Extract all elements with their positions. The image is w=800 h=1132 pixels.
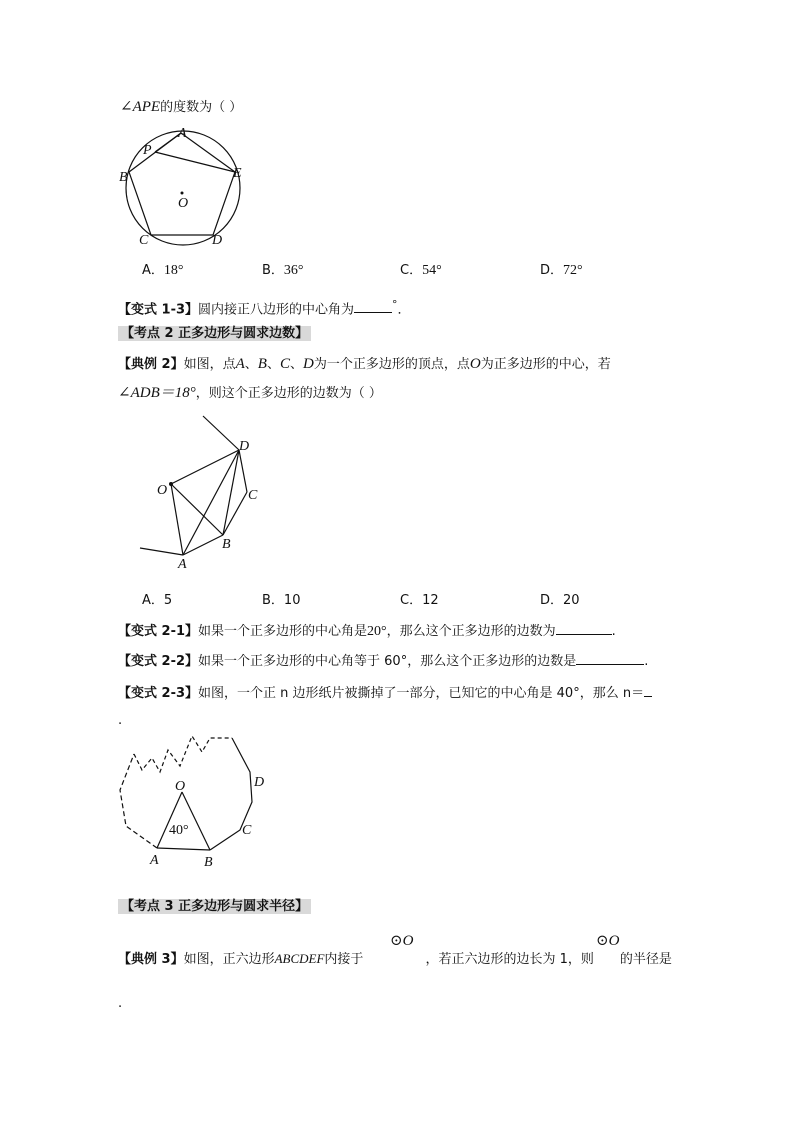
ex2-center-dot bbox=[169, 482, 173, 486]
answer-blank[interactable] bbox=[354, 300, 392, 313]
answer-blank[interactable] bbox=[644, 684, 652, 697]
ex2-option-b[interactable]: B．10 bbox=[262, 593, 301, 608]
q1-label-c: C bbox=[139, 233, 149, 248]
ex23-line-ob bbox=[182, 792, 210, 850]
ex2-label-o: O bbox=[157, 483, 168, 498]
ex2-option-a[interactable]: A．5 bbox=[142, 593, 173, 608]
example-2-figure bbox=[135, 410, 275, 570]
section-header-2: 【考点 2 正多边形与圆求边数】 bbox=[118, 325, 311, 343]
section-header-3: 【考点 3 正多边形与圆求半径】 bbox=[118, 898, 311, 916]
ex2-line-od bbox=[171, 450, 239, 484]
example-3: 【典例 3】如图，正六边形ABCDEF内接于 ，若正六边形的边长为 1，则 的半径是 bbox=[118, 951, 672, 967]
ex2-label-c: C bbox=[248, 488, 258, 503]
ex2-label-b: B bbox=[222, 537, 231, 552]
ex2-label-a: A bbox=[178, 557, 187, 570]
q1-figure bbox=[115, 125, 255, 250]
ex23-torn-left bbox=[120, 754, 157, 848]
ex2-line-ad bbox=[183, 450, 239, 555]
ex23-label-o: O bbox=[175, 779, 186, 794]
answer-blank[interactable] bbox=[576, 652, 644, 665]
ex23-line-oa bbox=[157, 792, 182, 848]
q1-center-dot bbox=[181, 192, 184, 195]
q1-line-pe bbox=[155, 152, 235, 172]
ex23-label-a: A bbox=[150, 853, 159, 868]
variant-2-3: 【变式 2-3】如图，一个正 n 边形纸片被撕掉了一部分，已知它的中心角是 40°，那么 n＝ bbox=[118, 684, 652, 703]
q1-label-d: D bbox=[212, 233, 223, 248]
q1-option-d[interactable]: D．72° bbox=[540, 263, 583, 278]
ex23-label-c: C bbox=[242, 823, 252, 838]
ex23-torn-top bbox=[134, 736, 232, 772]
variant-2-3-end: . bbox=[118, 713, 123, 728]
ex2-option-c[interactable]: C．12 bbox=[400, 593, 439, 608]
q1-angle: ∠APE bbox=[120, 99, 161, 115]
ex3-circle-o-1: ⊙O bbox=[390, 933, 414, 949]
q1-option-c[interactable]: C．54° bbox=[400, 263, 442, 278]
ex3-circle-o-2: ⊙O bbox=[596, 933, 620, 949]
variant-2-3-figure bbox=[112, 730, 282, 880]
q1-option-b[interactable]: B．36° bbox=[262, 263, 304, 278]
q1-stem-text: 的度数为（ ） bbox=[160, 100, 243, 115]
ex23-label-b: B bbox=[204, 855, 213, 870]
variant-2-2: 【变式 2-2】如果一个正多边形的中心角等于 60°，那么这个正多边形的边数是 . bbox=[118, 654, 649, 669]
q1-option-a[interactable]: A．18° bbox=[142, 263, 184, 278]
ex23-label-d: D bbox=[254, 775, 265, 790]
ex23-label-angle: 40° bbox=[169, 823, 189, 838]
q1-label-e: E bbox=[233, 166, 242, 181]
q1-stem bbox=[120, 98, 242, 117]
q1-label-a: A bbox=[178, 126, 187, 141]
ex2-line-cd bbox=[239, 450, 247, 492]
variant-2-1: 【变式 2-1】如果一个正多边形的中心角是20°，那么这个正多边形的边数为 . bbox=[118, 624, 616, 639]
variant-1-3: 【变式 1-3】圆内接正八边形的中心角为 °． bbox=[118, 298, 411, 318]
ex2-line-bd bbox=[223, 450, 239, 535]
answer-blank[interactable] bbox=[556, 622, 612, 635]
example-3-end: . bbox=[118, 996, 123, 1011]
example-2-line1: 【典例 2】如图，点A、B、C、D为一个正多边形的顶点，点O为正多边形的中心，若 bbox=[118, 356, 611, 372]
q1-label-o: O bbox=[178, 196, 189, 211]
ex2-option-d[interactable]: D．20 bbox=[540, 593, 580, 608]
q1-label-b: B bbox=[119, 170, 128, 185]
ex2-line-left bbox=[140, 548, 183, 555]
ex23-side-ab bbox=[157, 848, 210, 850]
example-2-line2: ∠ADB＝18°，则这个正多边形的边数为（ ） bbox=[118, 385, 382, 401]
ex2-line-extend bbox=[203, 416, 239, 450]
q1-label-p: P bbox=[143, 143, 152, 158]
ex2-label-d: D bbox=[239, 439, 250, 454]
